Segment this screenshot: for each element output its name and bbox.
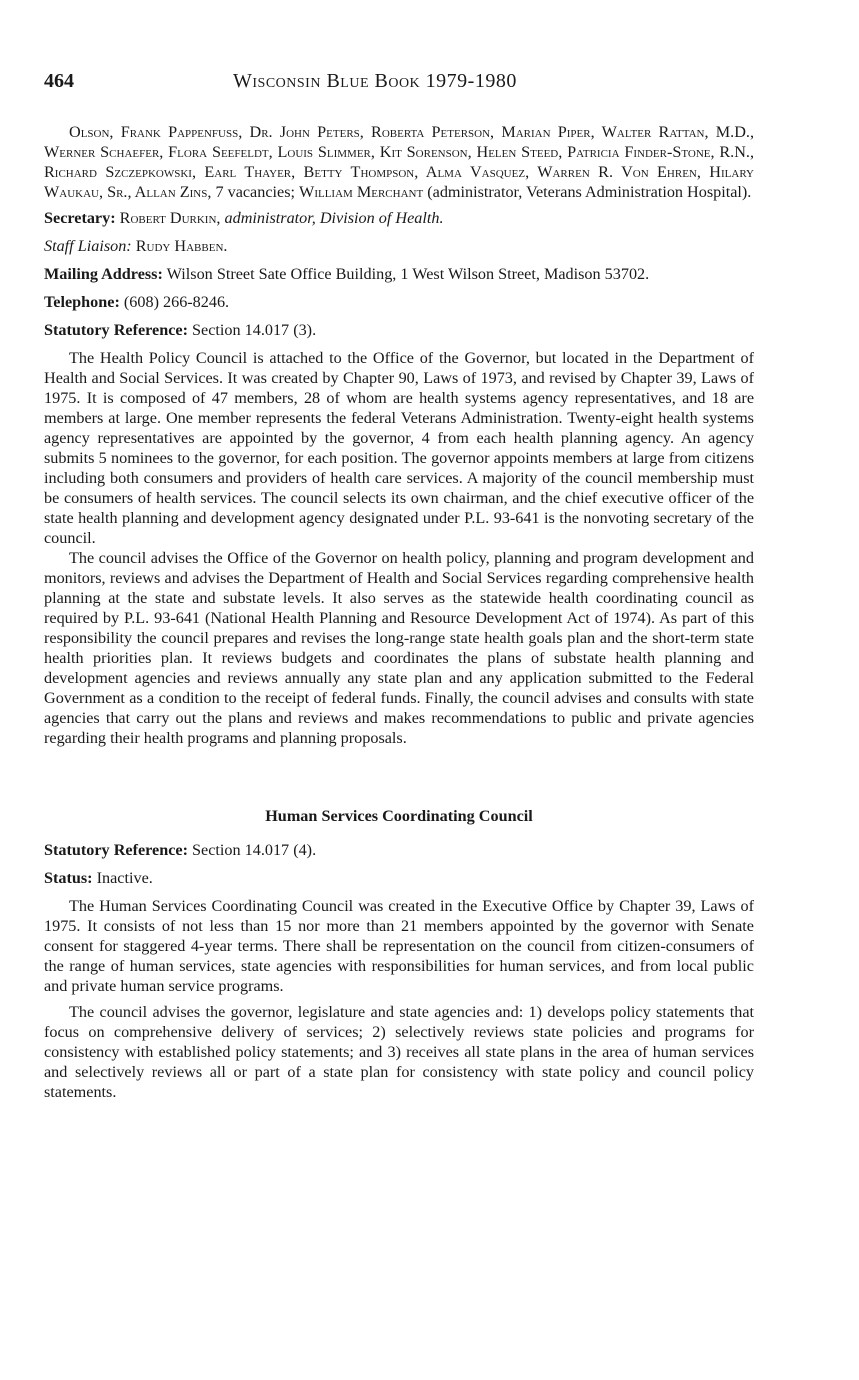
human-services-paragraph: The Human Services Coordinating Council was created in the Executive Office by Chapter 39, Laws of 1975. It consists of not less than 15 nor more than 21 members appointed by the governor with Senate consent for staggered 4-year terms. There shall be representation on the council from citizen-consumers of the range of human services, state agencies with responsibilities for human services, and from local public and private human service programs.: [44, 897, 754, 995]
secretary-name: Robert Durkin,: [119, 209, 221, 227]
statutory-reference-value: Section 14.017 (3).: [192, 321, 317, 339]
section-title: Human Services Coordinating Council: [265, 807, 533, 825]
statutory-reference-value: Section 14.017 (4).: [192, 841, 317, 859]
human-services-paragraph: The council advises the governor, legislature and state agencies and: 1) develops policy statements that focus on comprehensive delivery of services; 2) selectively reviews state policies and programs for consistency with established policy statements; and 3) receives all state plans in the area of human services and selectively reviews all or part of a state plan for consistency with state policy and council policy statements.: [44, 1003, 754, 1101]
running-head: Wisconsin Blue Book 1979-1980: [233, 70, 517, 92]
staff-liaison-name: Rudy Habben.: [135, 237, 228, 255]
statutory-reference-field: [44, 840, 754, 860]
page-number: 464: [44, 70, 74, 92]
statutory-reference-label: Statutory Reference:: [44, 841, 188, 859]
staff-liaison-field: [44, 236, 754, 256]
members-merchant: William Merchant: [299, 183, 424, 201]
telephone-field: [44, 292, 754, 312]
telephone-value: (608) 266-8246.: [123, 293, 230, 311]
members-names: Olson, Frank Pappenfuss, Dr. John Peters, Roberta Peterson, Marian Piper, Walter Rattan, M.D., Werner Schaefer, Flora Seefeldt, Louis Slimmer, Kit Sorenson, Helen Steed, Patricia Finder-Stone, R.N., Richard Szczepkowski, Earl Thayer, Betty Thompson, Alma Vasquez, Warren R. Von Ehren, Hilary Waukau, Sr., Allan Zins,: [44, 123, 754, 201]
statutory-reference-field: [44, 320, 754, 340]
members-vacancies: 7 vacancies;: [215, 183, 300, 201]
secretary-field: [44, 208, 754, 228]
page-header: [44, 70, 754, 100]
status-label: Status:: [44, 869, 93, 887]
mailing-address-field: [44, 264, 754, 284]
status-value: Inactive.: [96, 869, 153, 887]
telephone-label: Telephone:: [44, 293, 120, 311]
status-field: [44, 868, 754, 888]
mailing-address-value: Wilson Street Sate Office Building, 1 West Wilson Street, Madison 53702.: [166, 265, 650, 283]
members-merchant-note: (administrator, Veterans Administration Hospital).: [423, 183, 752, 201]
page-body: [44, 122, 754, 1102]
secretary-label: Secretary:: [44, 209, 116, 227]
statutory-reference-label: Statutory Reference:: [44, 321, 188, 339]
mailing-address-label: Mailing Address:: [44, 265, 163, 283]
health-policy-paragraph: The Health Policy Council is attached to the Office of the Governor, but located in the Department of Health and Social Services. It was created by Chapter 90, Laws of 1973, and revised by Chapter 39, Laws of 1975. It is composed of 47 members, 28 of whom are health systems agency representatives, and 18 are members at large. One member represents the federal Veterans Administration. Twenty-eight health systems agency representatives are appointed by the governor, 4 from each health planning agency. An agency submits 5 nominees to the governor, for each position. The governor appoints members at large from citizens including both consumers and providers of health care services. A majority of the council membership must be consumers of health services. The council selects its own chairman, and the chief executive officer of the state health planning and development agency designated under P.L. 93-641 is the nonvoting secretary of the council.: [44, 349, 754, 547]
staff-liaison-label: Staff Liaison:: [44, 237, 132, 255]
health-policy-paragraph: The council advises the Office of the Governor on health policy, planning and program development and monitors, reviews and advises the Department of Health and Social Services regarding comprehensive health planning at the state and substate levels. It also serves as the statewide health coordinating council as required by P.L. 93-641 (National Health Planning and Resource Development Act of 1974). As part of this responsibility the council prepares and revises the long-range state health goals plan and the short-term state health priorities plan. It reviews budgets and coordinates the plans of substate health planning and development agencies and reviews annually any state plan and any application submitted to the Federal Government as a condition to the receipt of federal funds. Finally, the council advises and consults with state agencies that carry out the plans and reviews and makes recommendations to public and private agencies regarding their health programs and planning proposals.: [44, 549, 754, 747]
secretary-title: administrator, Division of Health.: [224, 209, 444, 227]
council-members-list: [44, 122, 754, 202]
